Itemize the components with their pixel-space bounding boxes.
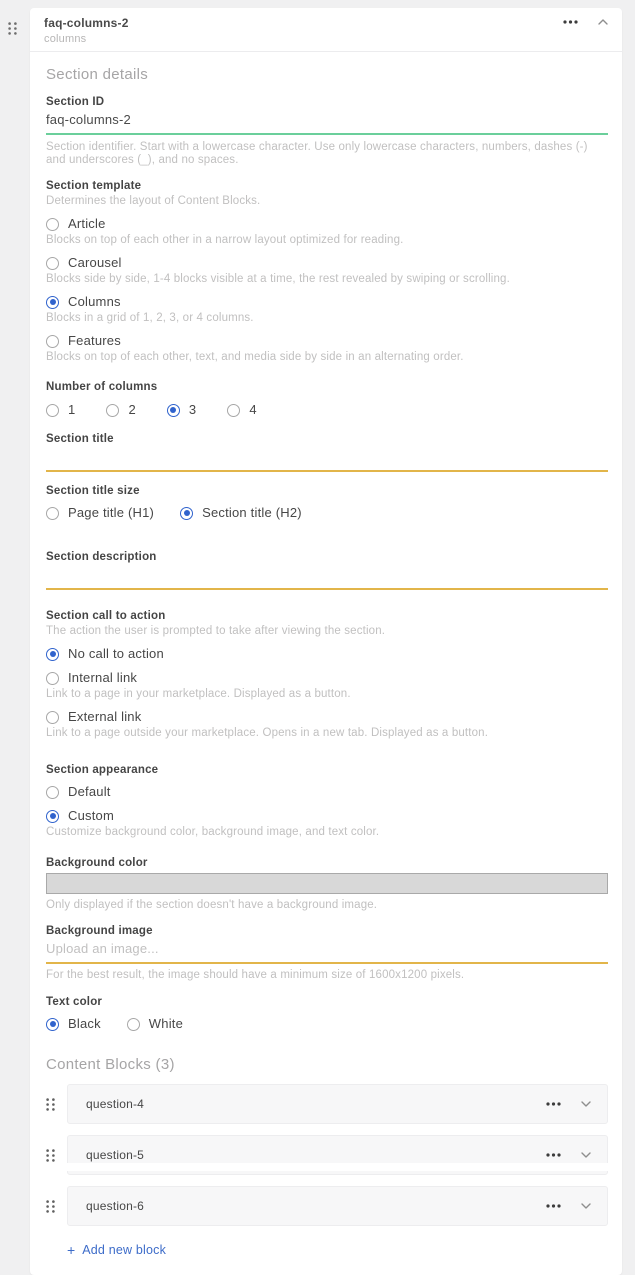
content-block-card[interactable] <box>67 1084 608 1124</box>
radio-label: Article <box>68 216 106 231</box>
text-color-option-white[interactable] <box>127 1016 183 1032</box>
radio-icon[interactable] <box>46 257 59 270</box>
background-color-help: Only displayed if the section doesn't have a background image. <box>46 899 378 911</box>
block-menu-ellipsis-icon[interactable] <box>546 1204 561 1208</box>
text-color-group <box>46 996 608 1032</box>
section-card-header[interactable] <box>30 8 622 52</box>
section-template-group <box>46 180 608 364</box>
radio-selected-icon[interactable] <box>46 1018 59 1031</box>
block-menu-ellipsis-icon[interactable] <box>546 1153 561 1157</box>
option-description: Customize background color, background image, and text color. <box>46 826 380 838</box>
radio-icon[interactable] <box>46 711 59 724</box>
plus-icon: + <box>67 1242 76 1258</box>
number-of-columns-group <box>46 381 608 418</box>
radio-label: 1 <box>68 402 76 417</box>
radio-label: Features <box>68 333 121 348</box>
radio-icon[interactable] <box>227 404 240 417</box>
add-new-block-button[interactable] <box>67 1243 608 1275</box>
radio-label: Carousel <box>68 255 122 270</box>
cta-option-none[interactable] <box>46 646 608 662</box>
radio-icon[interactable] <box>46 335 59 348</box>
block-drag-handle-icon[interactable] <box>46 1098 67 1111</box>
background-image-label: Background image <box>46 925 153 937</box>
radio-label: White <box>148 1016 184 1031</box>
radio-label: Page title (H1) <box>68 505 155 520</box>
template-option-article[interactable] <box>46 216 608 247</box>
section-title-label: Section title <box>46 433 114 445</box>
radio-icon[interactable] <box>46 507 59 520</box>
radio-label: 4 <box>249 402 257 417</box>
section-name: faq-columns-2 <box>44 16 129 30</box>
title-size-option-h2[interactable] <box>180 505 302 521</box>
collapse-section-chevron-up-icon[interactable] <box>598 19 608 25</box>
background-color-field <box>46 857 608 912</box>
section-drag-handle-icon[interactable] <box>8 22 17 35</box>
radio-icon[interactable] <box>127 1018 140 1031</box>
radio-label: Columns <box>68 294 121 309</box>
columns-option-3[interactable] <box>167 402 196 418</box>
section-title-input[interactable] <box>46 445 608 470</box>
section-appearance-group <box>46 764 608 839</box>
radio-icon[interactable] <box>106 404 119 417</box>
background-color-swatch[interactable] <box>46 873 608 894</box>
section-card-header-text <box>44 16 129 45</box>
expand-block-chevron-down-icon[interactable] <box>581 1101 591 1107</box>
columns-option-2[interactable] <box>106 402 135 418</box>
radio-icon[interactable] <box>46 672 59 685</box>
cta-option-internal-link[interactable] <box>46 670 608 701</box>
option-description: Blocks on top of each other, text, and media side by side in an alternating order. <box>46 351 464 363</box>
number-of-columns-label: Number of columns <box>46 381 158 393</box>
section-template-label: Section template <box>46 180 142 192</box>
option-description: Blocks on top of each other in a narrow layout optimized for reading. <box>46 234 404 246</box>
radio-icon[interactable] <box>46 786 59 799</box>
template-option-columns[interactable] <box>46 294 608 325</box>
section-cta-label: Section call to action <box>46 610 166 622</box>
background-image-field <box>46 925 608 982</box>
background-image-help: For the best result, the image should have a minimum size of 1600x1200 pixels. <box>46 969 465 981</box>
radio-label: Default <box>68 784 111 799</box>
next-section-card-peek <box>30 1163 622 1171</box>
radio-selected-icon[interactable] <box>46 296 59 309</box>
section-id-input[interactable] <box>46 108 608 133</box>
text-color-option-black[interactable] <box>46 1016 101 1032</box>
columns-option-1[interactable] <box>46 402 75 418</box>
content-blocks-heading: Content Blocks (3) <box>46 1056 175 1073</box>
radio-icon[interactable] <box>46 218 59 231</box>
radio-selected-icon[interactable] <box>46 810 59 823</box>
radio-label: Custom <box>68 808 114 823</box>
section-cta-help: The action the user is prompted to take after viewing the section. <box>46 625 386 637</box>
section-editor-card <box>30 8 622 1275</box>
expand-block-chevron-down-icon[interactable] <box>581 1152 591 1158</box>
radio-label: 2 <box>128 402 136 417</box>
cta-option-external-link[interactable] <box>46 709 608 740</box>
radio-label: 3 <box>188 402 197 417</box>
section-type: columns <box>44 33 87 45</box>
block-title: question-6 <box>86 1199 145 1213</box>
radio-selected-icon[interactable] <box>180 507 193 520</box>
option-description: Link to a page in your marketplace. Displayed as a button. <box>46 688 351 700</box>
radio-label: Internal link <box>68 670 138 685</box>
text-color-label: Text color <box>46 996 103 1008</box>
section-details-heading: Section details <box>46 66 149 83</box>
block-drag-handle-icon[interactable] <box>46 1149 67 1162</box>
radio-selected-icon[interactable] <box>46 648 59 661</box>
radio-selected-icon[interactable] <box>167 404 180 417</box>
block-drag-handle-icon[interactable] <box>46 1200 67 1213</box>
template-option-features[interactable] <box>46 333 608 364</box>
radio-label: No call to action <box>68 646 164 661</box>
content-block-card[interactable] <box>67 1186 608 1226</box>
appearance-option-default[interactable] <box>46 784 608 800</box>
section-title-size-group <box>46 485 608 521</box>
section-id-label: Section ID <box>46 96 105 108</box>
template-option-carousel[interactable] <box>46 255 608 286</box>
section-appearance-label: Section appearance <box>46 764 159 776</box>
block-title: question-4 <box>86 1097 145 1111</box>
radio-label: Section title (H2) <box>202 505 302 520</box>
radio-label: External link <box>68 709 142 724</box>
expand-block-chevron-down-icon[interactable] <box>581 1203 591 1209</box>
radio-label: Black <box>68 1016 101 1031</box>
title-size-option-h1[interactable] <box>46 505 154 521</box>
option-description: Blocks in a grid of 1, 2, 3, or 4 columns. <box>46 312 254 324</box>
content-block-row <box>46 1186 608 1226</box>
radio-icon[interactable] <box>46 404 59 417</box>
background-color-label: Background color <box>46 857 148 869</box>
block-menu-ellipsis-icon[interactable] <box>546 1102 561 1106</box>
section-cta-group <box>46 610 608 740</box>
block-title: question-5 <box>86 1148 145 1162</box>
section-id-help: Section identifier. Start with a lowercase character. Use only lowercase characters, numbers, dashes (-) and underscores (_), and no spaces. <box>46 141 588 166</box>
section-description-input[interactable] <box>46 563 608 588</box>
background-image-upload-input[interactable] <box>46 937 608 962</box>
section-description-label: Section description <box>46 551 157 563</box>
add-new-block-label: Add new block <box>82 1243 167 1257</box>
section-template-help: Determines the layout of Content Blocks. <box>46 195 261 207</box>
section-title-size-label: Section title size <box>46 485 140 497</box>
appearance-option-custom[interactable] <box>46 808 608 839</box>
columns-option-4[interactable] <box>227 402 256 418</box>
option-description: Blocks side by side, 1-4 blocks visible at a time, the rest revealed by swiping or scrolling. <box>46 273 510 285</box>
content-block-row <box>46 1084 608 1124</box>
section-description-field <box>46 551 608 590</box>
option-description: Link to a page outside your marketplace. Opens in a new tab. Displayed as a button. <box>46 727 489 739</box>
section-id-field <box>46 96 608 167</box>
section-title-field <box>46 433 608 472</box>
section-menu-ellipsis-icon[interactable] <box>563 20 578 24</box>
